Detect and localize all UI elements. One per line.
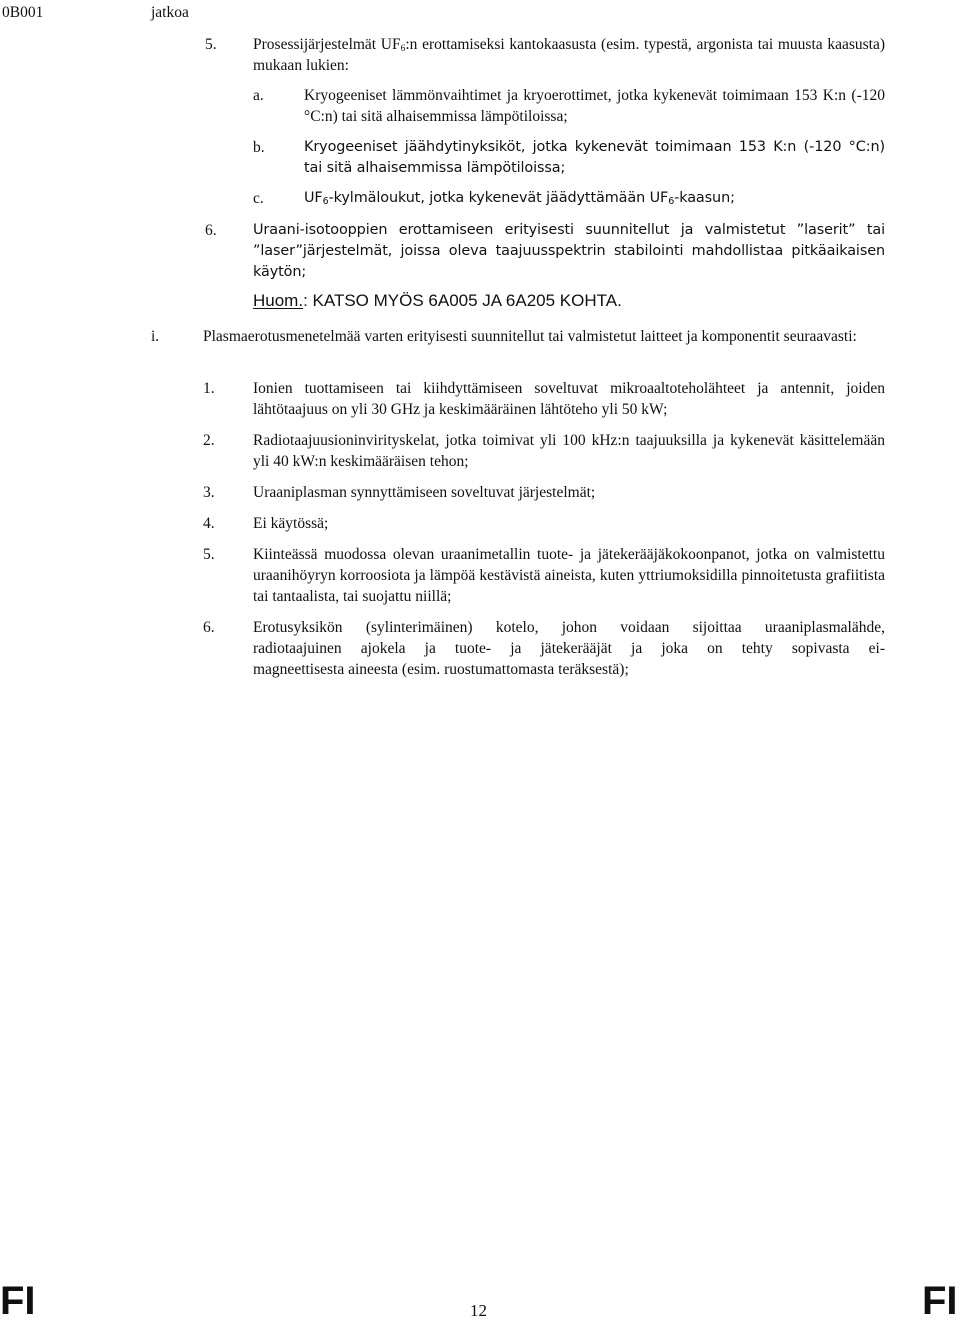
list-number: 1. xyxy=(203,380,215,397)
list-number: 5. xyxy=(203,546,215,563)
document-code: 0B001 xyxy=(2,4,44,21)
text-line: magneettisesta aineesta (esim. ruostumattomasta teräksestä); xyxy=(253,661,629,678)
page-number: 12 xyxy=(470,1301,487,1320)
list-number: 3. xyxy=(203,484,215,501)
part5-text: Prosessijärjestelmät $UF_6:n$ erottamiseksi kantokaasusta (esim. typestä, argonista tai muusta kaasusta) mukaan lukien: xyxy=(253,36,885,74)
footer-language-left: FI xyxy=(0,1279,36,1323)
part5-item-label: c. xyxy=(253,190,264,207)
list-item-text: Ei käytössä; xyxy=(253,515,329,532)
part5-item-text: $UF_6$-kylmäloukut, jotka kykenevät jäädyttämään $UF_6$-kaasun; xyxy=(304,190,735,207)
part5-item-text: Kryogeeniset jäähdytinyksiköt, jotka kykenevät toimimaan 153 K:n (-120 °C:n) tai sitä alhaisemmissa lämpötiloissa; xyxy=(304,139,885,176)
list-item-text: Kiinteässä muodossa olevan uraanimetallin tuote- ja jätekerääjäkokoonpanot, jotka on valmistettu uraanihöyryn korroosiota ja lämpöä kestävistä aineista, kuten yttriumoksidilla pinnoitetusta grafiitista tai tantaalista, tai suojattu niillä; xyxy=(253,546,885,605)
list-item-text: Radiotaajuusioninvirityskelat, jotka toimivat yli 100 kHz:n taajuuksilla ja kykenevät käsittelemään yli 40 kW:n keskimääräisen tehon; xyxy=(253,432,885,470)
list-item-text xyxy=(253,617,885,680)
part5-item-text: Kryogeeniset lämmönvaihtimet ja kryoerottimet, jotka kykenevät toimimaan 153 K:n (-120 °C:n) tai sitä alhaisemmissa lämpötiloissa; xyxy=(304,87,885,125)
part5-item-label: b. xyxy=(253,139,265,156)
list-number: 6. xyxy=(203,619,215,636)
list-item-text: Uraaniplasman synnyttämiseen soveltuvat järjestelmät; xyxy=(253,484,596,501)
note-label: Huom. xyxy=(253,291,304,310)
part6-number: 6. xyxy=(205,222,217,239)
text-line: Erotusyksikön (sylinterimäinen) kotelo, johon voidaan sijoittaa uraaniplasmalähde, xyxy=(253,619,885,636)
note-text: : KATSO MYÖS 6A005 JA 6A205 KOHTA. xyxy=(303,291,622,310)
section-i-text: Plasmaerotusmenetelmää varten erityisesti suunnitellut tai valmistetut laitteet ja komponentit seuraavasti: xyxy=(203,328,857,345)
list-item-text: Ionien tuottamiseen tai kiihdyttämiseen soveltuvat mikroaaltoteholähteet ja antennit, joiden lähtötaajuus on yli 30 GHz ja keskimääräinen lähtöteho yli 50 kW; xyxy=(253,380,885,418)
note-reference xyxy=(253,290,622,311)
part6-text: Uraani-isotooppien erottamiseen erityisesti suunnitellut ja valmistetut ”laserit” tai ”laser”järjestelmät, joissa oleva taajuusspektrin stabilointi mahdollistaa pitkäaikaisen käytön; xyxy=(253,222,885,280)
part5-item-label: a. xyxy=(253,87,264,104)
list-number: 4. xyxy=(203,515,215,532)
section-i-label: i. xyxy=(151,328,160,345)
footer-language-right: FI xyxy=(922,1279,958,1323)
continued-label: jatkoa xyxy=(151,4,189,21)
list-number: 2. xyxy=(203,432,215,449)
part5-number: 5. xyxy=(205,36,217,53)
text-line: radiotaajuinen ajokela ja tuote- ja jätekerääjät ja joka on tehty sopivasta ei- xyxy=(253,640,885,657)
